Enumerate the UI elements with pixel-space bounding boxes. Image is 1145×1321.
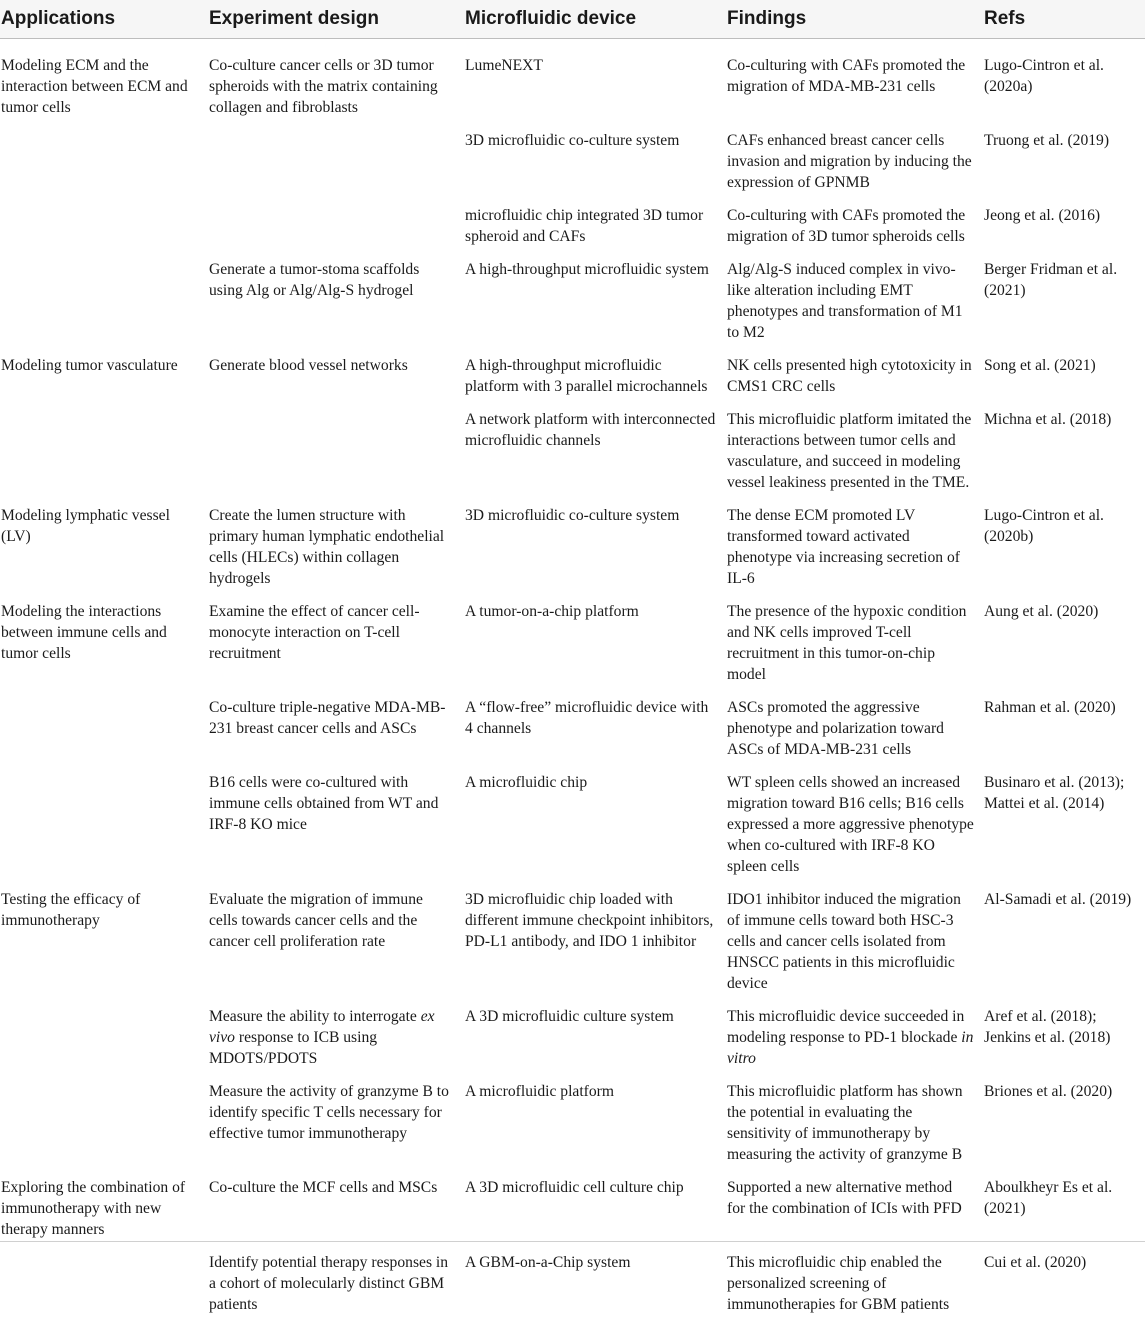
table-row (0, 589, 1145, 685)
cell-design: Generate a tumor-stoma scaffolds using Alg or Alg/Alg-S hydrogel (209, 260, 420, 299)
table-row (0, 685, 1145, 760)
cell-application: Modeling tumor vasculature (1, 356, 178, 374)
design-text-italic: ex vivo (209, 1007, 435, 1046)
design-text-part: response to ICB using MDOTS/PDOTS (209, 1028, 378, 1067)
cell-device: A “flow-free” microfluidic device with 4 channels (465, 698, 709, 737)
cell-application (0, 118, 209, 193)
cell-device: A high-throughput microfluidic platform with 3 parallel microchannels (465, 356, 708, 395)
cell-device: A 3D microfluidic culture system (465, 1007, 674, 1025)
findings-text-part: This microfluidic device succeeded in modeling response to PD-1 blockade (727, 1007, 965, 1046)
cell-design: Identify potential therapy responses in a cohort of molecularly distinct GBM patients (209, 1253, 449, 1313)
table-row (0, 994, 1145, 1069)
cell-refs: Rahman et al. (2020) (984, 698, 1116, 716)
cell-application: Modeling ECM and the interaction between ECM and tumor cells (1, 56, 188, 116)
table-row (0, 38, 1145, 118)
cell-refs: Michna et al. (2018) (984, 410, 1112, 428)
cell-device: A microfluidic platform (465, 1082, 614, 1100)
cell-findings: Alg/Alg-S induced complex in vivo-like alteration including EMT phenotypes and transformation of M1 to M2 (727, 260, 963, 341)
cell-refs: Businaro et al. (2013); Mattei et al. (2014) (984, 773, 1125, 812)
cell-findings: This microfluidic platform has shown the potential in evaluating the sensitivity of immunotherapy by measuring the activity of granzyme B (727, 1082, 963, 1163)
cell-device: A high-throughput microfluidic system (465, 260, 709, 278)
cell-findings: WT spleen cells showed an increased migration toward B16 cells; B16 cells expressed a more aggressive phenotype when co-cultured with IRF-8 KO spleen cells (727, 773, 974, 875)
cell-findings: Co-culturing with CAFs promoted the migration of 3D tumor spheroids cells (727, 206, 966, 245)
header-applications: Applications (0, 0, 209, 38)
cell-design (209, 193, 465, 247)
cell-refs: Aung et al. (2020) (984, 602, 1099, 620)
cell-refs: Jeong et al. (2016) (984, 206, 1101, 224)
cell-application (0, 247, 209, 343)
cell-refs: Aref et al. (2018); Jenkins et al. (2018) (984, 1007, 1111, 1046)
cell-refs: Lugo-Cintron et al. (2020a) (984, 56, 1104, 95)
header-findings: Findings (727, 0, 984, 38)
cell-application: Modeling lymphatic vessel (LV) (1, 506, 170, 545)
cell-findings: This microfluidic chip enabled the personalized screening of immunotherapies for GBM patients (727, 1253, 950, 1313)
findings-text-italic: in vitro (727, 1028, 974, 1067)
cell-device: microfluidic chip integrated 3D tumor spheroid and CAFs (465, 206, 704, 245)
table-row (0, 877, 1145, 994)
cell-design (209, 118, 465, 193)
cell-design: Examine the effect of cancer cell-monocyte interaction on T-cell recruitment (209, 602, 420, 662)
table-row (0, 493, 1145, 589)
table-row (0, 193, 1145, 247)
cell-design: Co-culture triple-negative MDA-MB-231 breast cancer cells and ASCs (209, 698, 446, 737)
cell-device: LumeNEXT (465, 56, 543, 74)
table-body (0, 38, 1145, 1321)
cell-refs: Al-Samadi et al. (2019) (984, 890, 1132, 908)
cell-findings: Supported a new alternative method for the combination of ICIs with PFD (727, 1178, 962, 1217)
cell-device: 3D microfluidic co-culture system (465, 506, 680, 524)
cell-findings: IDO1 inhibitor induced the migration of immune cells toward both HSC-3 cells and cancer cells isolated from HNSCC patients in this microfluidic device (727, 890, 961, 992)
cell-design: B16 cells were co-cultured with immune cells obtained from WT and IRF-8 KO mice (209, 773, 439, 833)
cell-device: 3D microfluidic co-culture system (465, 131, 680, 149)
cell-device: A 3D microfluidic cell culture chip (465, 1178, 684, 1196)
cell-design: Create the lumen structure with primary human lymphatic endothelial cells (HLECs) within collagen hydrogels (209, 506, 445, 587)
table-row (0, 343, 1145, 397)
cell-findings: CAFs enhanced breast cancer cells invasion and migration by inducing the expression of GPNMB (727, 131, 972, 191)
table-row (0, 1165, 1145, 1240)
table-row (0, 247, 1145, 343)
table-row (0, 760, 1145, 877)
cell-application (0, 760, 209, 877)
table-row (0, 118, 1145, 193)
cell-device: A GBM-on-a-Chip system (465, 1253, 631, 1271)
table-bottom-rule (0, 1241, 1145, 1242)
cell-refs: Berger Fridman et al. (2021) (984, 260, 1118, 299)
cell-refs: Aboulkheyr Es et al. (2021) (984, 1178, 1113, 1217)
cell-findings: NK cells presented high cytotoxicity in CMS1 CRC cells (727, 356, 972, 395)
cell-findings: This microfluidic platform imitated the interactions between tumor cells and vasculature, and succeed in modeling vessel leakiness presented in the TME. (727, 410, 972, 491)
cell-application (0, 1240, 209, 1321)
cell-application (0, 994, 209, 1069)
cell-findings (727, 994, 984, 1069)
cell-design: Co-culture the MCF cells and MSCs (209, 1178, 438, 1196)
table-row (0, 1240, 1145, 1321)
cell-design: Generate blood vessel networks (209, 356, 408, 374)
design-text-part: Measure the ability to interrogate (209, 1007, 421, 1025)
cell-findings: The presence of the hypoxic condition and NK cells improved T-cell recruitment in this tumor-on-chip model (727, 602, 967, 683)
cell-design (209, 397, 465, 493)
cell-findings: ASCs promoted the aggressive phenotype and polarization toward ASCs of MDA-MB-231 cells (727, 698, 944, 758)
cell-application: Testing the efficacy of immunotherapy (1, 890, 141, 929)
header-row (0, 0, 1145, 38)
cell-device: A microfluidic chip (465, 773, 588, 791)
cell-device: 3D microfluidic chip loaded with different immune checkpoint inhibitors, PD-L1 antibody, and IDO 1 inhibitor (465, 890, 714, 950)
cell-findings: Co-culturing with CAFs promoted the migration of MDA-MB-231 cells (727, 56, 966, 95)
cell-findings: The dense ECM promoted LV transformed toward activated phenotype via increasing secretion of IL-6 (727, 506, 960, 587)
cell-refs: Briones et al. (2020) (984, 1082, 1113, 1100)
cell-application (0, 193, 209, 247)
cell-refs: Truong et al. (2019) (984, 131, 1110, 149)
table-row (0, 1069, 1145, 1165)
header-microfluidic-device: Microfluidic device (465, 0, 727, 38)
cell-application (0, 1069, 209, 1165)
cell-design: Co-culture cancer cells or 3D tumor spheroids with the matrix containing collagen and fibroblasts (209, 56, 438, 116)
table-header (0, 0, 1145, 38)
cell-refs: Cui et al. (2020) (984, 1253, 1087, 1271)
header-refs: Refs (984, 0, 1145, 38)
header-experiment-design: Experiment design (209, 0, 465, 38)
table-row (0, 397, 1145, 493)
cell-refs: Song et al. (2021) (984, 356, 1096, 374)
cell-application: Exploring the combination of immunotherapy with new therapy manners (1, 1178, 186, 1238)
cell-design: Evaluate the migration of immune cells towards cancer cells and the cancer cell proliferation rate (209, 890, 423, 950)
cell-design: Measure the activity of granzyme B to identify specific T cells necessary for effective tumor immunotherapy (209, 1082, 449, 1142)
cell-application (0, 397, 209, 493)
cell-design (209, 994, 465, 1069)
cell-device: A network platform with interconnected microfluidic channels (465, 410, 716, 449)
cell-device: A tumor-on-a-chip platform (465, 602, 639, 620)
cell-application (0, 685, 209, 760)
cell-application: Modeling the interactions between immune cells and tumor cells (1, 602, 167, 662)
cell-refs: Lugo-Cintron et al. (2020b) (984, 506, 1104, 545)
